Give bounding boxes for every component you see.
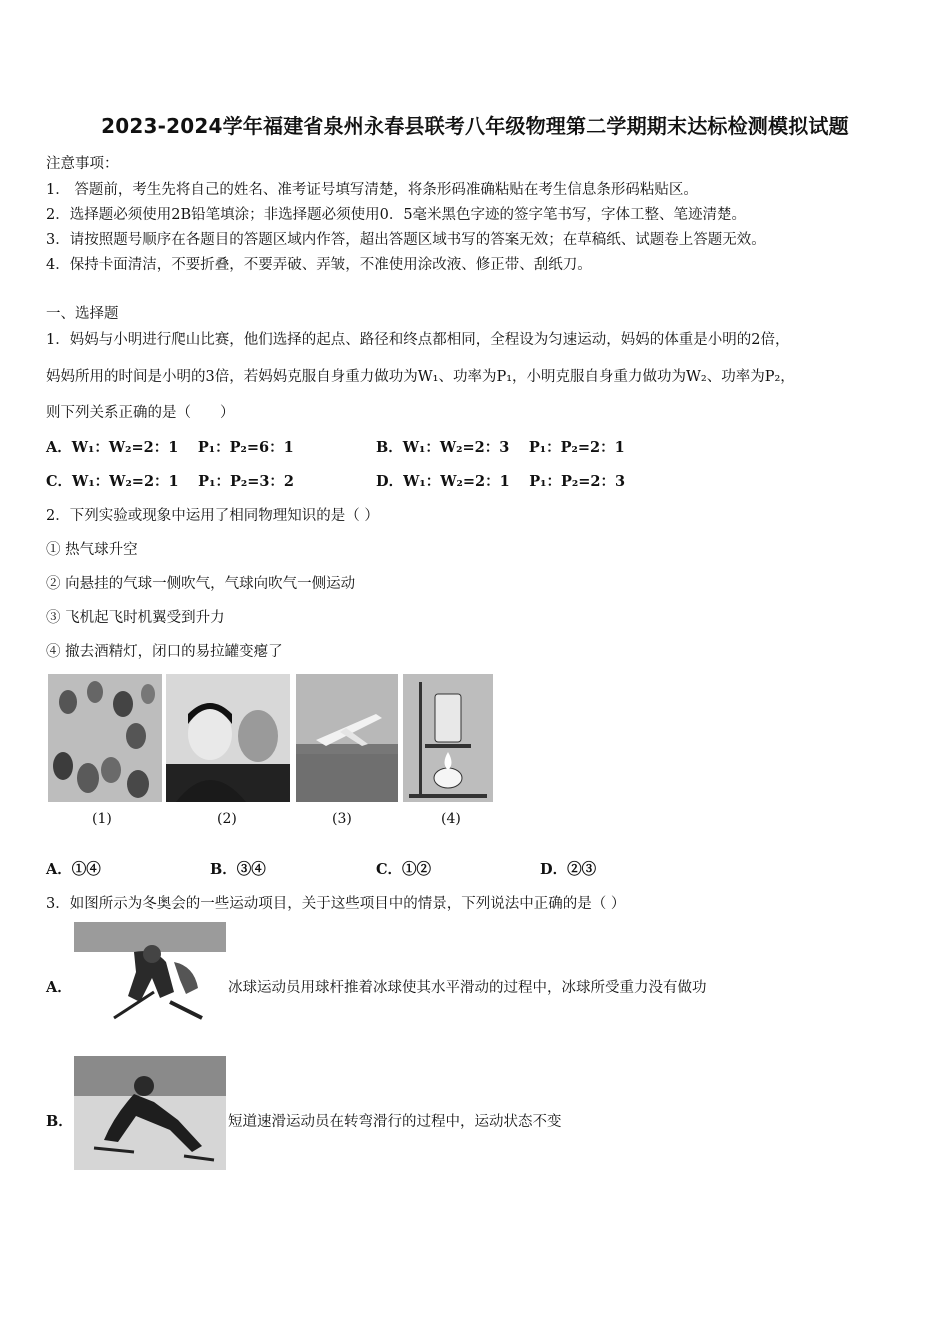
q3-option-b-text[interactable]: 短道速滑运动员在转弯滑行的过程中，运动状态不变	[228, 1114, 562, 1130]
ice-hockey-photo	[74, 922, 226, 1038]
q3-stem: 3．如图所示为冬奥会的一些运动项目，关于这些项目中的情景，下列说法中正确的是（ ）	[46, 896, 626, 912]
speed-skating-photo	[74, 1056, 226, 1170]
notice-item: 1． 答题前，考生先将自己的姓名、准考证号填写清楚，将条形码准确粘贴在考生信息条形码粘贴区。	[46, 182, 698, 198]
q2-item: ① 热气球升空	[46, 542, 138, 558]
notice-item: 3．请按照题号顺序在各题目的答题区域内作答，超出答题区域书写的答案无效；在草稿纸、试题卷上答题无效。	[46, 232, 766, 248]
q3-option-a-text[interactable]: 冰球运动员用球杆推着冰球使其水平滑动的过程中，冰球所受重力没有做功	[228, 980, 707, 996]
q2-option-c[interactable]: C．①②	[376, 861, 432, 878]
q2-item: ④ 撤去酒精灯，闭口的易拉罐变瘪了	[46, 644, 283, 660]
q1-stem: 妈妈所用的时间是小明的3倍，若妈妈克服自身重力做功为W₁、功率为P₁，小明克服自身重力做功为W₂、功率为P₂，	[46, 369, 795, 385]
figure-caption-4: (4)	[441, 811, 461, 827]
balloon-boy-photo	[166, 674, 290, 802]
q2-item: ③ 飞机起飞时机翼受到升力	[46, 610, 225, 626]
airplane-takeoff-photo	[296, 674, 398, 802]
notice-item: 2．选择题必须使用2B铅笔填涂；非选择题必须使用0．5毫米黑色字迹的签字笔书写，字体工整、笔迹清楚。	[46, 207, 747, 223]
figure-caption-2: (2)	[217, 811, 237, 827]
section-heading: 一、选择题	[46, 306, 119, 322]
figure-caption-1: (1)	[92, 811, 112, 827]
q1-stem: 1．妈妈与小明进行爬山比赛，他们选择的起点、路径和终点都相同，全程设为匀速运动，妈妈的体重是小明的2倍，	[46, 332, 790, 348]
q2-stem: 2．下列实验或现象中运用了相同物理知识的是（ ）	[46, 508, 379, 524]
q2-item: ② 向悬挂的气球一侧吹气，气球向吹气一侧运动	[46, 576, 356, 592]
notice-item: 4．保持卡面清洁，不要折叠，不要弄破、弄皱，不准使用涂改液、修正带、刮纸刀。	[46, 257, 592, 273]
q1-option-b[interactable]: B．W₁：W₂=2：3 P₁：P₂=2：1	[376, 439, 625, 456]
q2-option-b[interactable]: B．③④	[210, 861, 266, 878]
q1-option-d[interactable]: D．W₁：W₂=2：1 P₁：P₂=2：3	[376, 473, 626, 490]
q1-option-a[interactable]: A．W₁：W₂=2：1 P₁：P₂=6：1	[46, 439, 294, 456]
q3-option-a-label[interactable]: A．	[46, 979, 72, 996]
q3-option-b-label[interactable]: B．	[46, 1113, 73, 1130]
q1-stem: 则下列关系正确的是（ ）	[46, 405, 235, 421]
q2-option-d[interactable]: D．②③	[540, 861, 597, 878]
q2-option-a[interactable]: A．①④	[46, 861, 101, 878]
page-title: 2023-2024学年福建省泉州永春县联考八年级物理第二学期期末达标检测模拟试题	[101, 114, 849, 138]
notice-heading: 注意事项：	[46, 156, 119, 172]
can-experiment-diagram	[403, 674, 493, 802]
q1-option-c[interactable]: C．W₁：W₂=2：1 P₁：P₂=3：2	[46, 473, 295, 490]
hot-air-balloons-photo	[48, 674, 162, 802]
figure-caption-3: (3)	[332, 811, 352, 827]
